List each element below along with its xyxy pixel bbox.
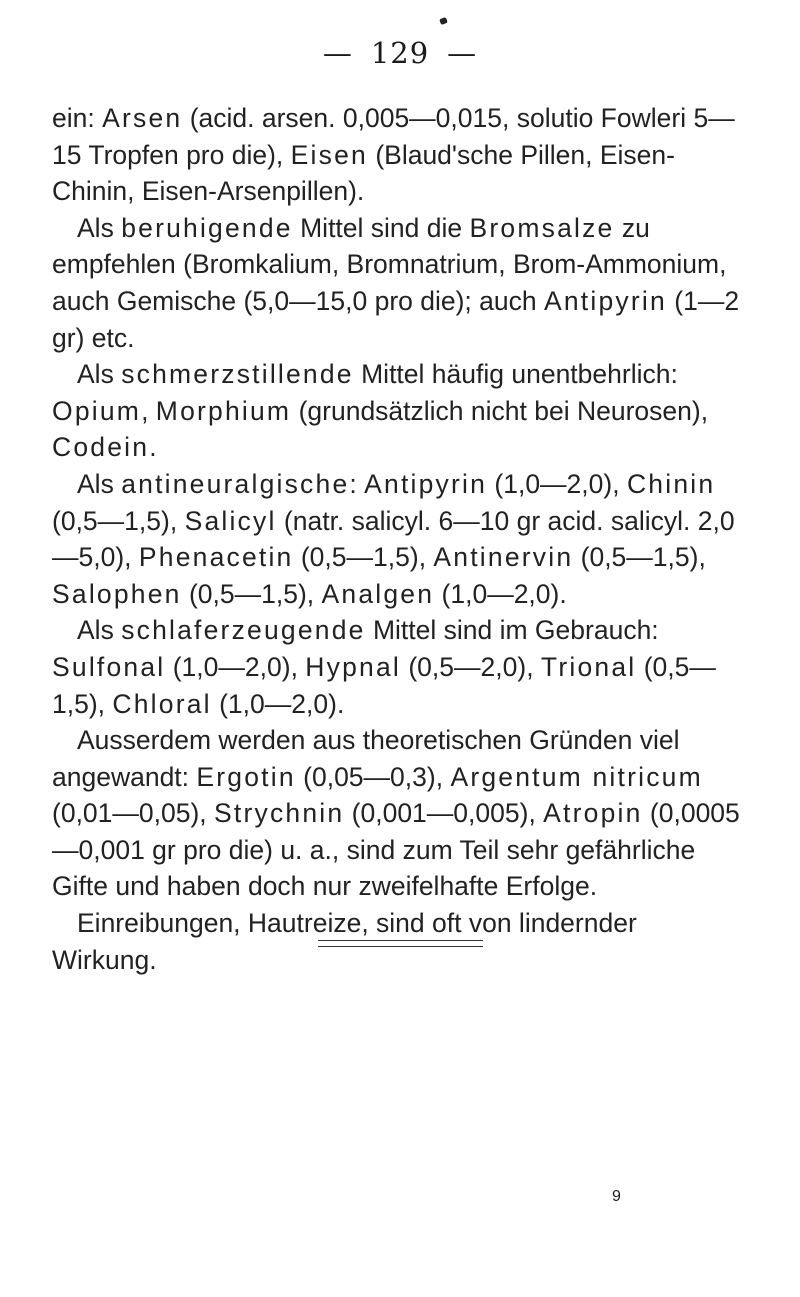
text-run: (1,0—2,0). <box>211 688 345 719</box>
signature-mark: 9 <box>612 1188 621 1205</box>
spaced-term: Analgen <box>321 578 435 609</box>
page-number: 129 <box>370 36 430 70</box>
spaced-term: Salicyl <box>184 505 277 536</box>
spaced-term: Morphium <box>155 395 292 426</box>
text-run: Als <box>77 359 122 390</box>
text-run: , <box>141 395 156 426</box>
text-run: (acid. arsen. 0,005—0,015, solutio Fowleri 5—15 Tropfen pro die), <box>52 103 735 170</box>
text-run: (0,01—0,05), <box>52 798 215 829</box>
spaced-term: schlaferzeugende <box>121 615 366 646</box>
paragraph <box>52 356 742 466</box>
spaced-term: Bromsalze <box>469 212 615 243</box>
text-run: (0,5—1,5), <box>573 542 706 573</box>
spaced-term: Antipyrin <box>543 285 667 316</box>
text-run: (0,05—0,3), <box>295 761 451 792</box>
spaced-term: Chloral <box>112 688 212 719</box>
spaced-term: Ergotin <box>196 761 296 792</box>
text-run: ein: <box>52 103 103 133</box>
text-run: zu empfehlen (Bromkalium, Bromnatrium, Brom-Ammonium, auch Gemische (5,0—15,0 pro die); auch <box>52 212 727 316</box>
text-run: (0,5—1,5), <box>181 578 322 609</box>
text-run: : <box>349 468 365 499</box>
text-run: Ausserdem werden aus theoretischen Gründen viel angewandt: <box>52 725 680 792</box>
text-run: (0,001—0,005), <box>344 798 544 829</box>
section-end-rule-second <box>318 946 483 947</box>
spaced-term: Salophen <box>52 578 182 609</box>
text-run: (Blaud'sche Pillen, Eisen-Chinin, Eisen-Arsenpillen). <box>52 139 675 207</box>
text-run: (1,0—2,0), <box>165 651 306 682</box>
text-run: (0,5—1,5), <box>52 505 185 536</box>
text-run: (0,5—2,0), <box>401 651 541 682</box>
header-dash-right: — <box>447 36 478 70</box>
text-run: (0,5—1,5), <box>293 542 434 573</box>
spaced-term: schmerzstillende <box>121 359 354 390</box>
text-run: Mittel sind die <box>292 212 470 243</box>
paragraph <box>52 612 742 722</box>
spaced-term: Strychnin <box>214 798 345 829</box>
spaced-term: Antinervin <box>433 542 574 573</box>
text-run: Als <box>77 468 122 499</box>
paragraph <box>52 466 742 612</box>
spaced-term: beruhigende <box>121 212 293 243</box>
text-run: (1,0—2,0), <box>487 468 627 499</box>
spaced-term: Argentum nitricum <box>450 761 703 792</box>
text-run: Als <box>77 212 122 243</box>
paragraph <box>52 905 742 978</box>
spaced-term: Chinin <box>626 468 716 499</box>
paragraph <box>52 210 742 356</box>
spaced-term: antineuralgische <box>121 468 350 499</box>
text-run: Als <box>77 615 122 646</box>
ink-mark <box>439 17 448 25</box>
text-run: Mittel sind im Gebrauch: <box>365 615 659 646</box>
body-text <box>52 100 742 978</box>
spaced-term: Opium <box>52 395 142 426</box>
text-run: (0,0005—0,001 gr pro die) u. a., sind zum Teil sehr gefährliche Gifte und haben doch nur zweifelhafte Erfolge. <box>52 798 740 902</box>
spaced-term: Antipyrin <box>364 468 488 499</box>
text-run: (1,0—2,0). <box>434 578 567 609</box>
text-run: (grundsätzlich nicht bei Neurosen), <box>291 395 709 426</box>
spaced-term: Sulfonal <box>52 651 166 682</box>
section-end-rule <box>318 940 483 941</box>
spaced-term: Trional <box>540 651 637 682</box>
text-run: (1—2 gr) etc. <box>52 285 740 353</box>
text-run: Einreibungen, Hautreize, sind oft von lindernder Wirkung. <box>52 908 637 975</box>
text-run: . <box>149 432 157 463</box>
spaced-term: Hypnal <box>305 651 401 682</box>
paragraph <box>52 100 742 210</box>
spaced-term: Eisen <box>290 139 368 170</box>
spaced-term: Codein <box>52 432 150 463</box>
text-run: (0,5—1,5), <box>52 651 716 719</box>
paragraph <box>52 722 742 905</box>
spaced-term: Atropin <box>543 798 643 829</box>
spaced-term: Phenacetin <box>138 542 294 573</box>
page-header <box>0 36 800 70</box>
spaced-term: Arsen <box>102 103 183 133</box>
header-dash-left: — <box>322 36 353 70</box>
text-run: (natr. salicyl. 6—10 gr acid. salicyl. 2,0—5,0), <box>52 505 735 573</box>
text-run: Mittel häufig unentbehrlich: <box>353 359 678 390</box>
